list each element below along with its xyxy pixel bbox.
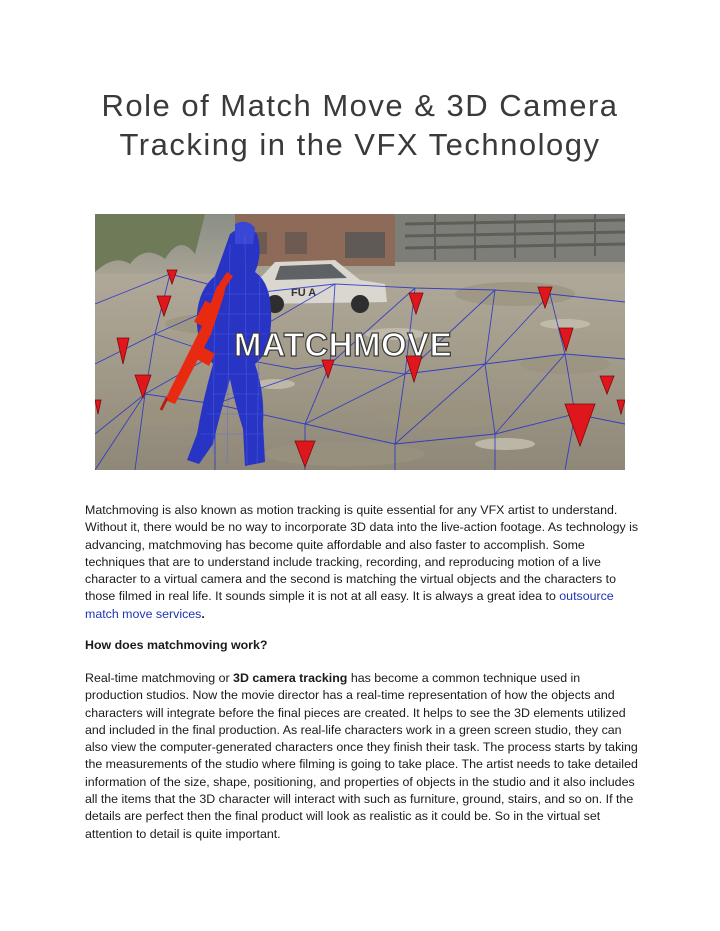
section-bold-term: 3D camera tracking xyxy=(233,671,348,685)
matchmove-image xyxy=(95,214,625,470)
intro-period: . xyxy=(201,606,205,621)
outsource-link[interactable]: outsource match move services xyxy=(85,589,614,621)
section-text-before: Real-time matchmoving or xyxy=(85,671,234,685)
matchmove-overlay-text: MATCHMOVE xyxy=(233,326,453,363)
intro-text: Matchmoving is also known as motion tracking is quite essential for any VFX artist to understand. Without it, there would be no way to incorporate 3D data into the live-action footage. As technology is advancing, matchmoving has become quite affordable and also faster to accomplish. Some techniques that are to understand include tracking, recording, and reproducing motion of a live character to a virtual camera and the second is matching the virtual objects and the characters to those filmed in real life. It sounds simple it is not at all easy. It is always a great idea to xyxy=(85,503,639,604)
page-title: Role of Match Move & 3D Camera Tracking in the VFX Technology xyxy=(101,88,619,162)
section-paragraph xyxy=(85,670,640,843)
intro-paragraph xyxy=(85,502,640,623)
section-text-after: has become a common technique used in production studios. Now the movie director has a real-time representation of how the objects and characters will integrate before the final pieces are created. It helps to see the 3D elements utilized and included in the final production. As real-life characters work in a green screen studio, they can also view the computer-generated characters once they finish their task. The process starts by taking the measurements of the studio where filming is going to take place. The artist needs to take detailed information of the size, shape, positioning, and properties of objects in the studio and it also includes all the items that the 3D character will interact with such as furniture, ground, stairs, and so on. If the details are perfect then the final product will look as realistic as it could be. So in the virtual set attention to detail is quite important. xyxy=(85,671,638,841)
car-text: FU A xyxy=(291,287,317,299)
section-heading: How does matchmoving work? xyxy=(85,638,268,652)
